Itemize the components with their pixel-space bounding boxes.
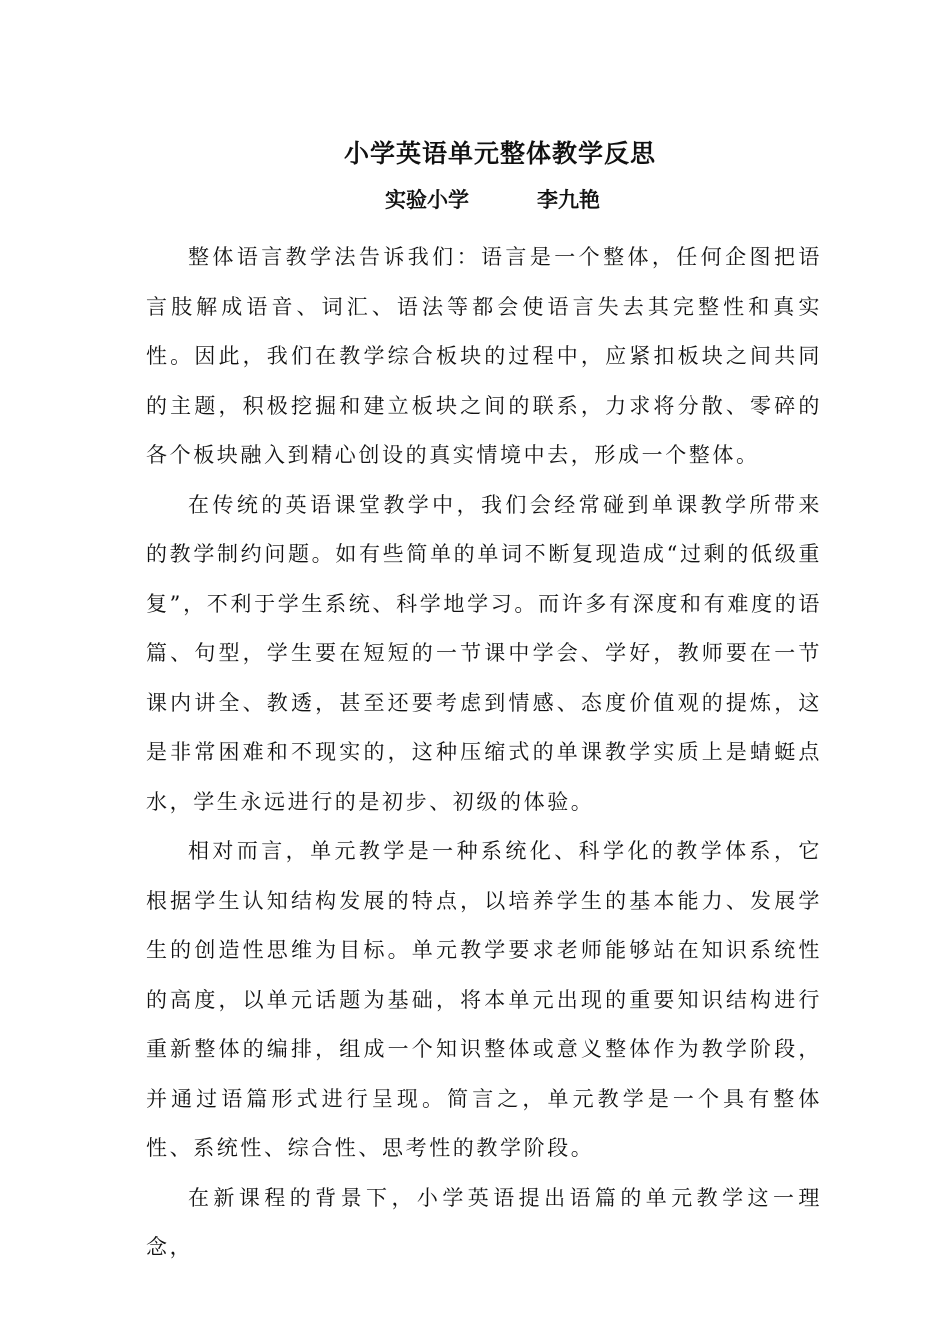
document-title: 小学英语单元整体教学反思 <box>343 139 656 168</box>
paragraph: 相对而言，单元教学是一种系统化、科学化的教学体系，它根据学生认知结构发展的特点，以培养学生的基本能力、发展学生的创造性思维为目标。单元教学要求老师能够站在知识系统性的高度，以单元话题为基础，将本单元出现的重要知识结构进行重新整体的编排，组成一个知识整体或意义整体作为教学阶段，并通过语篇形式进行呈现。简言之，单元教学是一个具有整体性、系统性、综合性、思考性的教学阶段。 <box>146 839 822 1160</box>
byline <box>385 184 600 214</box>
paragraph: 在新课程的背景下，小学英语提出语篇的单元教学这一理念， <box>146 1185 822 1259</box>
author-name: 李九艳 <box>537 187 600 212</box>
paragraph: 整体语言教学法告诉我们：语言是一个整体，任何企图把语言肢解成语音、词汇、语法等都会使语言失去其完整性和真实性。因此，我们在教学综合板块的过程中，应紧扣板块之间共同的主题，积极挖掘和建立板块之间的联系，力求将分散、零碎的各个板块融入到精心创设的真实情境中去，形成一个整体。 <box>146 245 822 467</box>
paragraph: 在传统的英语课堂教学中，我们会经常碰到单课教学所带来的教学制约问题。如有些简单的单词不断复现造成“过剩的低级重复”，不利于学生系统、科学地学习。而许多有深度和有难度的语篇、句型，学生要在短短的一节课中学会、学好，教师要在一节课内讲全、教透，甚至还要考虑到情感、态度价值观的提炼，这是非常困难和不现实的，这种压缩式的单课教学实质上是蜻蜓点水，学生永远进行的是初步、初级的体验。 <box>146 492 822 814</box>
school-name: 实验小学 <box>385 187 469 212</box>
body-text <box>146 233 822 1273</box>
